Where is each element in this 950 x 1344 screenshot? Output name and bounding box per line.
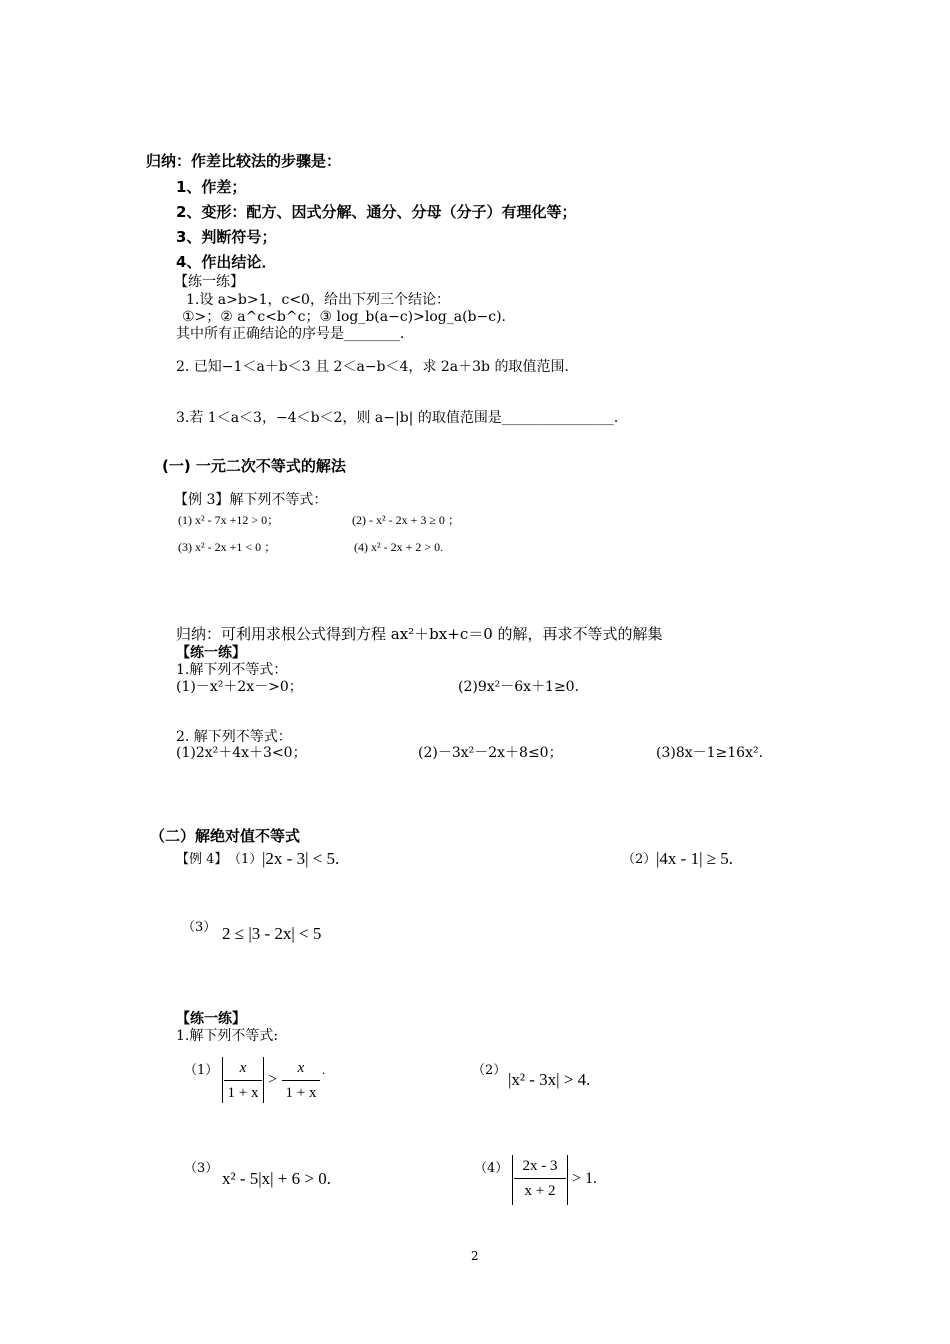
example4-label-3: （3） — [182, 920, 217, 935]
section2-title: （二）解绝对值不等式 — [150, 827, 301, 845]
fraction-rhs-num: x — [282, 1060, 320, 1081]
example3-item-4: (4) x² - 2x + 2 > 0. — [354, 540, 444, 554]
practice2-op-1: > — [268, 1071, 278, 1088]
section2-practice-header: 【练一练】 — [176, 1011, 246, 1027]
practice2-label-4: （4） — [474, 1161, 509, 1176]
fraction-rhs-den: 1 + x — [285, 1085, 317, 1101]
summary-step-2: 2、变形：配方、因式分解、通分、分母（分子）有理化等； — [176, 203, 577, 221]
fraction-lhs — [224, 1060, 262, 1102]
section1-practice-q1-stem: 1.解下列不等式： — [176, 662, 288, 678]
example3-item-2: (2) - x² - 2x + 3 ≥ 0 ； — [352, 513, 460, 527]
fraction-rhs — [282, 1060, 320, 1102]
summary-title: 归纳：作差比较法的步骤是： — [146, 152, 342, 170]
section1-summary: 归纳：可利用求根公式得到方程 ax²＋bx+c＝0 的解，再求不等式的解集 — [176, 625, 663, 643]
practice-q1-stem: 1.设 a>b>1，c<0，给出下列三个结论： — [186, 292, 450, 308]
section1-practice-q1-item-2: (2)9x²－6x＋1≥0. — [458, 679, 580, 695]
practice2-tail-4: > 1. — [572, 1170, 598, 1187]
practice-q3: 3.若 1＜a＜3，−4＜b＜2，则 a−|b| 的取值范围是________________． — [176, 410, 628, 426]
summary-step-1: 1、作差； — [176, 178, 247, 196]
example4-math-3: 2 ≤ |3 - 2x| < 5 — [222, 924, 322, 943]
example4-label-1: （1） — [228, 852, 263, 867]
practice-q2: 2. 已知−1＜a＋b＜3 且 2＜a−b＜4，求 2a＋3b 的取值范围． — [176, 359, 579, 375]
practice-q1-options: ①>；② a^c<b^c；③ log_b(a−c)>log_a(b−c)． — [182, 309, 516, 325]
section1-title: (一) 一元二次不等式的解法 — [162, 457, 346, 475]
practice2-label-3: （3） — [184, 1161, 219, 1176]
practice2-label-1: （1） — [184, 1063, 219, 1078]
abs-bar-left-4 — [512, 1155, 513, 1205]
example3-item-3: (3) x² - 2x +1 < 0 ； — [178, 540, 277, 554]
fraction-4-den: x + 2 — [524, 1183, 556, 1199]
practice2-end-1: . — [322, 1062, 326, 1077]
example4-header: 【例 4】 — [176, 852, 228, 867]
practice2-math-3: x² - 5|x| + 6 > 0. — [222, 1169, 331, 1188]
fraction-4 — [514, 1158, 566, 1200]
section1-practice-q2-item-3: (3)8x－1≥16x². — [656, 745, 764, 761]
section1-practice-q2-stem: 2. 解下列不等式： — [176, 729, 292, 745]
example4-label-2: （2） — [622, 852, 657, 867]
practice-q1-ask: 其中所有正确结论的序号是________． — [176, 326, 414, 342]
example3-header: 【例 3】解下列不等式： — [174, 492, 328, 508]
summary-step-4: 4、作出结论． — [176, 253, 277, 271]
fraction-lhs-den: 1 + x — [227, 1085, 259, 1101]
example4-math-1: |2x - 3| < 5. — [262, 849, 340, 868]
practice-header: 【练一练】 — [174, 274, 244, 290]
section1-practice-q2-item-1: (1)2x²＋4x＋3<0； — [176, 745, 307, 761]
section1-practice-q1-item-1: (1)－x²＋2x－>0； — [176, 679, 303, 695]
page-number: 2 — [471, 1249, 479, 1263]
example4-math-2: |4x - 1| ≥ 5. — [656, 849, 734, 868]
fraction-4-num: 2x - 3 — [514, 1158, 566, 1179]
summary-step-3: 3、判断符号； — [176, 228, 277, 246]
abs-bar-right — [263, 1057, 264, 1103]
practice2-label-2: （2） — [472, 1063, 507, 1078]
abs-bar-right-4 — [567, 1155, 568, 1205]
abs-bar-left — [222, 1057, 223, 1103]
practice2-math-2: |x² - 3x| > 4. — [508, 1070, 591, 1089]
example3-item-1: (1) x² - 7x +12 > 0； — [178, 513, 280, 527]
section1-practice-header: 【练一练】 — [176, 645, 246, 661]
section1-practice-q2-item-2: (2)－3x²－2x＋8≤0； — [418, 745, 563, 761]
fraction-lhs-num: x — [224, 1060, 262, 1081]
section2-practice-stem: 1.解下列不等式: — [176, 1028, 279, 1044]
